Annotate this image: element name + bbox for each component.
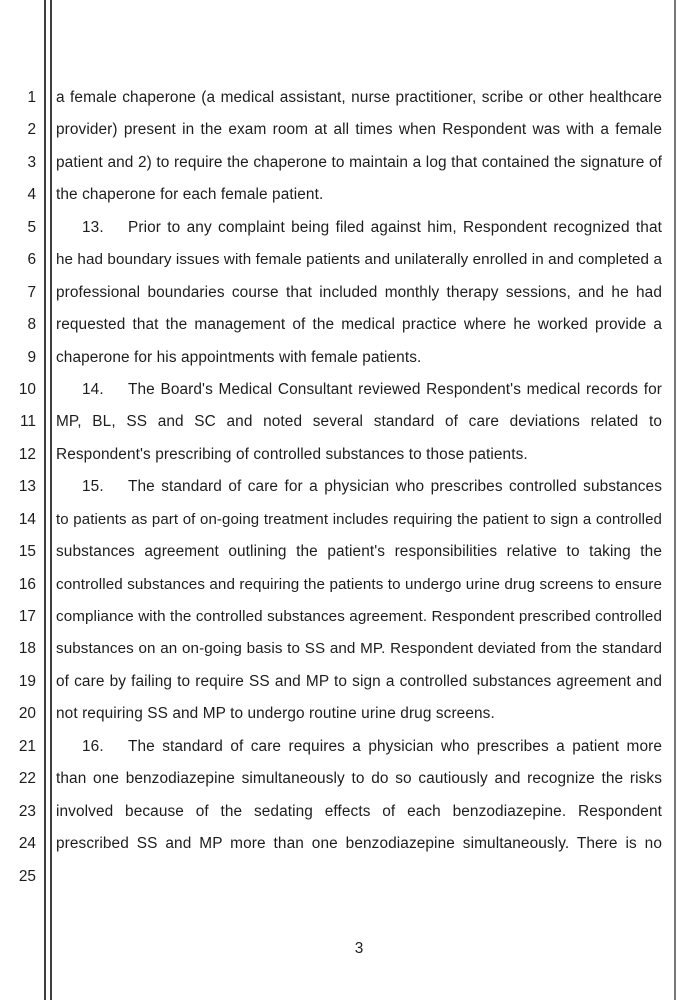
line-number: 6 [27,251,36,269]
paragraph-number: 14. [82,380,104,398]
document-line [0,666,684,698]
line-text: compliance with the controlled substances agreement. Respondent prescribed controlled [56,608,662,625]
line-text [56,861,662,893]
line-text: provider) present in the exam room at all times when Respondent was with a female [56,121,662,139]
line-text: controlled substances and requiring the patients to undergo urine drug screens to ensure [56,575,662,593]
paragraph-text: The standard of care requires a physician who prescribes a patient more [128,737,662,755]
line-number: 24 [18,835,36,853]
line-number: 18 [18,640,36,658]
document-line [0,212,684,244]
document-line [0,763,684,795]
paragraph-text: The Board's Medical Consultant reviewed Respondent's medical records for [128,380,662,398]
line-text: a female chaperone (a medical assistant, nurse practitioner, scribe or other healthcare [56,89,662,106]
line-text: he had boundary issues with female patients and unilaterally enrolled in and completed a [56,251,662,269]
line-number: 25 [18,867,36,885]
line-number: 11 [20,413,36,431]
line-number: 8 [27,316,36,334]
document-line [0,342,684,374]
line-number: 9 [27,348,36,366]
line-number: 12 [18,445,36,463]
document-line [0,504,684,536]
line-text: patient and 2) to require the chaperone to maintain a log that contained the signature of [56,153,662,171]
line-text: Respondent's prescribing of controlled substances to those patients. [56,445,528,463]
document-line [0,114,684,146]
paragraph-number: 13. [82,218,104,236]
line-text: substances agreement outlining the patient's responsibilities relative to taking the [56,543,662,561]
line-number: 13 [18,478,36,496]
document-line [0,309,684,341]
line-text: than one benzodiazepine simultaneously to do so cautiously and recognize the risks [56,770,662,788]
line-number: 3 [27,153,36,171]
line-number: 16 [18,575,36,593]
line-number: 2 [27,121,36,139]
line-text [56,731,662,763]
line-number: 10 [18,380,36,398]
document-line [0,861,684,893]
line-text: involved because of the sedating effects of each benzodiazepine. Respondent [56,802,662,820]
document-line [0,277,684,309]
line-text: the chaperone for each female patient. [56,186,324,204]
document-line [0,536,684,568]
line-text: not requiring SS and MP to undergo routine urine drug screens. [56,705,495,723]
line-text: chaperone for his appointments with female patients. [56,348,422,366]
line-text: MP, BL, SS and SC and noted several standard of care deviations related to [56,413,662,431]
line-number: 21 [18,737,36,755]
document-line [0,633,684,665]
line-number: 7 [27,283,36,301]
document-line [0,471,684,503]
line-number: 4 [27,186,36,204]
line-text: to patients as part of on-going treatment includes requiring the patient to sign a controlled [56,510,662,528]
document-line [0,244,684,276]
document-line [0,731,684,763]
pleading-lines [0,82,684,893]
line-text: of care by failing to require SS and MP to sign a controlled substances agreement and [56,672,662,690]
paragraph-text: The standard of care for a physician who prescribes controlled substances [128,478,662,496]
line-number: 1 [27,89,36,106]
line-number: 22 [18,770,36,788]
line-number: 14 [18,510,36,528]
line-text: requested that the management of the medical practice where he worked provide a [56,316,662,334]
document-line [0,828,684,860]
document-line [0,147,684,179]
document-line [0,374,684,406]
document-line [0,82,684,114]
line-number: 17 [18,608,36,625]
line-text [56,374,662,406]
line-number: 5 [27,218,36,236]
line-number: 19 [18,672,36,690]
document-line [0,439,684,471]
line-text: professional boundaries course that included monthly therapy sessions, and he had [56,283,662,301]
paragraph-text: Prior to any complaint being filed against him, Respondent recognized that [128,218,662,236]
line-text: prescribed SS and MP more than one benzodiazepine simultaneously. There is no [56,835,662,853]
page-number: 3 [354,940,364,957]
line-number: 20 [18,705,36,723]
document-line [0,179,684,211]
document-line [0,796,684,828]
document-line [0,569,684,601]
line-text [56,471,662,503]
paragraph-number: 16. [82,737,104,755]
document-line [0,698,684,730]
document-line [0,601,684,633]
line-text: substances on an on-going basis to SS and MP. Respondent deviated from the standard [56,640,662,658]
line-text [56,212,662,244]
line-number: 15 [18,543,36,561]
line-number: 23 [18,802,36,820]
document-line [0,406,684,438]
paragraph-number: 15. [82,478,104,496]
